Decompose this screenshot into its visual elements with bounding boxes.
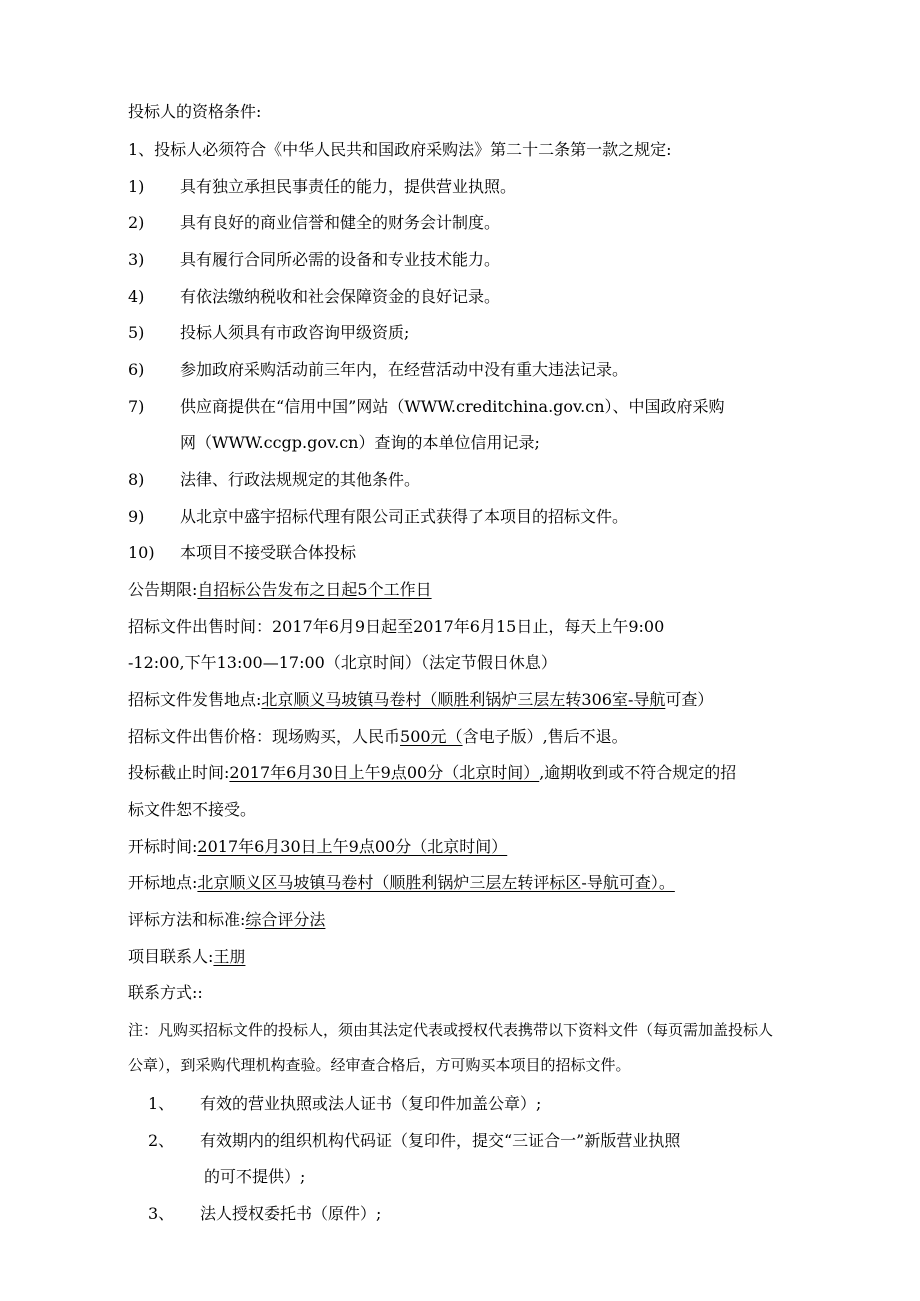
condition-number: 6)	[128, 360, 145, 379]
condition-item	[128, 286, 500, 308]
opening-place-label: 开标地点:	[128, 873, 198, 892]
condition-text: 法律、行政法规规定的其他条件。	[180, 470, 421, 489]
contact-person-label: 项目联系人:	[128, 947, 214, 966]
opening-place	[128, 872, 675, 894]
contact-person	[128, 946, 245, 968]
document-item	[148, 1093, 541, 1115]
condition-item	[128, 359, 628, 381]
notice-period-value: 自招标公告发布之日起5个工作日	[197, 580, 432, 599]
document-number: 2、	[148, 1131, 175, 1150]
condition-item	[128, 469, 420, 491]
condition-number: 1)	[128, 177, 145, 196]
condition-item	[128, 176, 516, 198]
sale-price-label: 招标文件出售价格：现场购买，人民币	[128, 727, 401, 746]
condition-text: 具有独立承担民事责任的能力，提供营业执照。	[180, 177, 517, 196]
bid-deadline-label: 投标截止时间:	[128, 763, 230, 782]
note-line2: 公章），到采购代理机构查验。经审查合格后，方可购买本项目的招标文件。	[128, 1056, 631, 1074]
evaluation-label: 评标方法和标准:	[128, 910, 246, 929]
document-text: 有效的营业执照或法人证书（复印件加盖公章）;	[200, 1094, 542, 1113]
opening-place-value: 北京顺义区马坡镇马卷村（顺胜利锅炉三层左转评标区-导航可查）。	[197, 873, 675, 892]
sale-price-value: 500元（	[400, 727, 463, 746]
condition-text: 参加政府采购活动前三年内，在经营活动中没有重大违法记录。	[180, 360, 629, 379]
document-text: 法人授权委托书（原件）;	[200, 1204, 382, 1223]
notice-period-label: 公告期限:	[128, 580, 198, 599]
evaluation-method	[128, 909, 325, 931]
condition-number: 3)	[128, 250, 145, 269]
condition-text: 从北京中盛宇招标代理有限公司正式获得了本项目的招标文件。	[180, 507, 629, 526]
sale-time-line2: -12:00,下午13:00—17:00（北京时间）（法定节假日休息）	[128, 653, 557, 672]
notice-period	[128, 579, 432, 601]
condition-item	[128, 212, 500, 234]
opening-time-value: 2017年6月30日上午9点00分（北京时间）	[197, 837, 508, 856]
condition-number: 8)	[128, 470, 145, 489]
condition-text-continued: 网（WWW.ccgp.gov.cn）查询的本单位信用记录;	[180, 433, 540, 452]
evaluation-value: 综合评分法	[245, 910, 326, 929]
contact-person-value: 王朋	[213, 947, 246, 966]
condition-text: 有依法缴纳税收和社会保障资金的良好记录。	[180, 287, 501, 306]
sale-time-line1: 招标文件出售时间：2017年6月9日起至2017年6月15日止，每天上午9:00	[128, 617, 665, 636]
document-item	[148, 1203, 381, 1225]
condition-number: 9)	[128, 507, 145, 526]
condition-number: 5)	[128, 323, 145, 342]
condition-text: 本项目不接受联合体投标	[180, 543, 357, 562]
section-title: 投标人的资格条件:	[128, 102, 262, 121]
contact-method-value: :	[197, 983, 203, 1002]
bid-deadline-tail: ,逾期收到或不符合规定的招	[539, 763, 737, 782]
requirement-heading: 1、投标人必须符合《中华人民共和国政府采购法》第二十二条第一款之规定:	[128, 140, 672, 159]
condition-item	[128, 396, 725, 418]
sale-place-value: 北京顺义马坡镇马卷村（顺胜利锅炉三层左转306室-导航	[261, 690, 666, 709]
contact-method-label: 联系方式:	[128, 983, 198, 1002]
condition-text: 具有履行合同所必需的设备和专业技术能力。	[180, 250, 501, 269]
condition-item	[128, 249, 500, 271]
condition-text: 具有良好的商业信誉和健全的财务会计制度。	[180, 213, 501, 232]
sale-place	[128, 689, 713, 711]
opening-time	[128, 836, 507, 858]
condition-text: 供应商提供在“信用中国”网站（WWW.creditchina.gov.cn）、中国政府采购	[180, 397, 725, 416]
document-item	[148, 1130, 680, 1152]
bid-deadline-value: 2017年6月30日上午9点00分（北京时间）	[229, 763, 540, 782]
condition-text: 投标人须具有市政咨询甲级资质;	[180, 323, 410, 342]
document-number: 3、	[148, 1204, 175, 1223]
opening-time-label: 开标时间:	[128, 837, 198, 856]
sale-place-tail: 可查）	[665, 690, 714, 709]
bid-deadline	[128, 762, 736, 784]
bid-deadline-line2: 标文件恕不接受。	[128, 800, 257, 819]
document-text-continued: 的可不提供）;	[204, 1167, 306, 1186]
document-number: 1、	[148, 1094, 175, 1113]
sale-price-tail: 含电子版）,售后不退。	[462, 727, 628, 746]
note-line1: 注：凡购买招标文件的投标人，须由其法定代表或授权代表携带以下资料文件（每页需加盖投标人	[128, 1021, 774, 1039]
sale-price	[128, 726, 628, 748]
condition-item	[128, 542, 356, 564]
contact-method	[128, 982, 203, 1004]
sale-place-label: 招标文件发售地点:	[128, 690, 262, 709]
condition-number: 2)	[128, 213, 145, 232]
condition-number: 7)	[128, 397, 145, 416]
condition-number: 10)	[128, 543, 155, 562]
condition-item	[128, 506, 628, 528]
document-text: 有效期内的组织机构代码证（复印件，提交“三证合一”新版营业执照	[200, 1131, 681, 1150]
condition-item	[128, 322, 409, 344]
condition-number: 4)	[128, 287, 145, 306]
